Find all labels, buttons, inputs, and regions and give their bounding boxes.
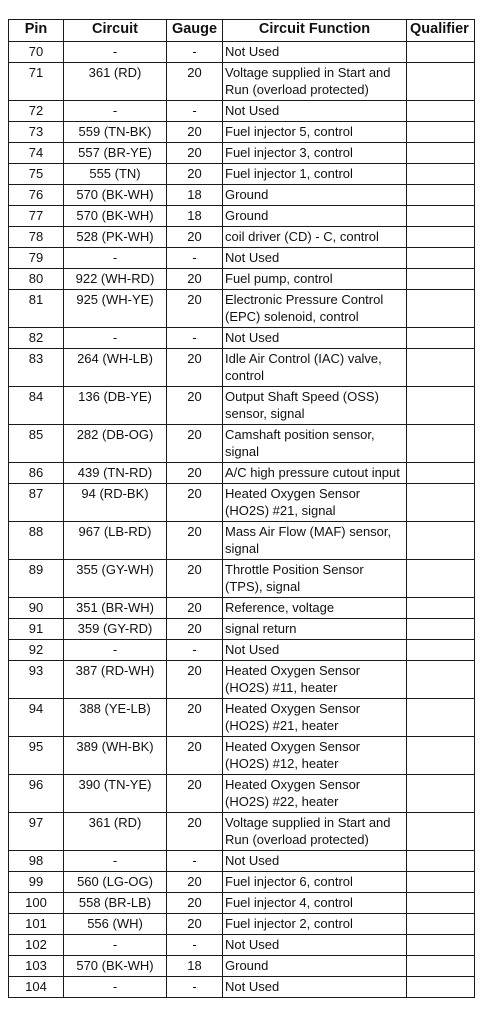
table-row	[9, 893, 475, 914]
pin-cell: 92	[9, 640, 64, 661]
gauge-cell: 20	[167, 227, 223, 248]
qualifier-cell	[407, 851, 475, 872]
gauge-cell: 20	[167, 661, 223, 699]
qualifier-cell	[407, 813, 475, 851]
table-row	[9, 269, 475, 290]
gauge-cell: 20	[167, 463, 223, 484]
function-cell: Heated Oxygen Sensor (HO2S) #21, signal	[223, 484, 407, 522]
table-row	[9, 977, 475, 998]
gauge-cell: 20	[167, 598, 223, 619]
pin-cell: 96	[9, 775, 64, 813]
table-row	[9, 248, 475, 269]
gauge-cell: 20	[167, 143, 223, 164]
qualifier-cell	[407, 619, 475, 640]
qualifier-cell	[407, 484, 475, 522]
function-cell: Not Used	[223, 328, 407, 349]
table-row	[9, 164, 475, 185]
circuit-cell: -	[64, 328, 167, 349]
table-row	[9, 63, 475, 101]
gauge-cell: -	[167, 851, 223, 872]
pin-cell: 85	[9, 425, 64, 463]
function-cell: Fuel injector 4, control	[223, 893, 407, 914]
circuit-cell: 555 (TN)	[64, 164, 167, 185]
function-cell: coil driver (CD) - C, control	[223, 227, 407, 248]
table-row	[9, 101, 475, 122]
function-cell: Not Used	[223, 640, 407, 661]
table-row	[9, 484, 475, 522]
pin-cell: 100	[9, 893, 64, 914]
gauge-cell: 20	[167, 63, 223, 101]
table-body	[9, 42, 475, 998]
pin-cell: 76	[9, 185, 64, 206]
function-cell: Mass Air Flow (MAF) sensor, signal	[223, 522, 407, 560]
table-row	[9, 185, 475, 206]
pin-cell: 87	[9, 484, 64, 522]
circuit-cell: 922 (WH-RD)	[64, 269, 167, 290]
function-cell: Not Used	[223, 935, 407, 956]
qualifier-cell	[407, 560, 475, 598]
gauge-cell: 20	[167, 290, 223, 328]
header-pin: Pin	[9, 20, 64, 42]
gauge-cell: 20	[167, 522, 223, 560]
circuit-cell: 389 (WH-BK)	[64, 737, 167, 775]
table-row	[9, 522, 475, 560]
gauge-cell: -	[167, 640, 223, 661]
circuit-cell: 390 (TN-YE)	[64, 775, 167, 813]
qualifier-cell	[407, 227, 475, 248]
circuit-cell: 351 (BR-WH)	[64, 598, 167, 619]
table-row	[9, 143, 475, 164]
function-cell: Heated Oxygen Sensor (HO2S) #11, heater	[223, 661, 407, 699]
function-cell: signal return	[223, 619, 407, 640]
qualifier-cell	[407, 101, 475, 122]
qualifier-cell	[407, 598, 475, 619]
circuit-cell: 439 (TN-RD)	[64, 463, 167, 484]
function-cell: Not Used	[223, 248, 407, 269]
qualifier-cell	[407, 269, 475, 290]
table-row	[9, 598, 475, 619]
gauge-cell: -	[167, 935, 223, 956]
gauge-cell: -	[167, 101, 223, 122]
pin-cell: 97	[9, 813, 64, 851]
qualifier-cell	[407, 63, 475, 101]
pin-cell: 98	[9, 851, 64, 872]
qualifier-cell	[407, 42, 475, 63]
qualifier-cell	[407, 522, 475, 560]
circuit-cell: 264 (WH-LB)	[64, 349, 167, 387]
circuit-cell: 136 (DB-YE)	[64, 387, 167, 425]
header-qualifier: Qualifier	[407, 20, 475, 42]
qualifier-cell	[407, 737, 475, 775]
qualifier-cell	[407, 349, 475, 387]
pin-cell: 77	[9, 206, 64, 227]
table-row	[9, 42, 475, 63]
qualifier-cell	[407, 425, 475, 463]
pin-cell: 99	[9, 872, 64, 893]
circuit-cell: 557 (BR-YE)	[64, 143, 167, 164]
pin-cell: 82	[9, 328, 64, 349]
circuit-cell: 559 (TN-BK)	[64, 122, 167, 143]
table-row	[9, 872, 475, 893]
pin-cell: 91	[9, 619, 64, 640]
pin-cell: 101	[9, 914, 64, 935]
gauge-cell: 20	[167, 737, 223, 775]
function-cell: Fuel injector 5, control	[223, 122, 407, 143]
function-cell: Heated Oxygen Sensor (HO2S) #12, heater	[223, 737, 407, 775]
pin-cell: 70	[9, 42, 64, 63]
function-cell: Camshaft position sensor, signal	[223, 425, 407, 463]
header-row	[9, 20, 475, 42]
gauge-cell: -	[167, 977, 223, 998]
gauge-cell: 20	[167, 484, 223, 522]
table-row	[9, 349, 475, 387]
circuit-cell: 388 (YE-LB)	[64, 699, 167, 737]
pin-cell: 71	[9, 63, 64, 101]
function-cell: Idle Air Control (IAC) valve, control	[223, 349, 407, 387]
gauge-cell: 20	[167, 813, 223, 851]
circuit-cell: 528 (PK-WH)	[64, 227, 167, 248]
gauge-cell: 20	[167, 872, 223, 893]
pin-cell: 75	[9, 164, 64, 185]
qualifier-cell	[407, 387, 475, 425]
pin-cell: 84	[9, 387, 64, 425]
qualifier-cell	[407, 935, 475, 956]
gauge-cell: 20	[167, 893, 223, 914]
pin-cell: 80	[9, 269, 64, 290]
pin-cell: 104	[9, 977, 64, 998]
table-row	[9, 122, 475, 143]
function-cell: Fuel injector 3, control	[223, 143, 407, 164]
qualifier-cell	[407, 640, 475, 661]
table-row	[9, 227, 475, 248]
function-cell: Fuel injector 6, control	[223, 872, 407, 893]
table-row	[9, 328, 475, 349]
pin-cell: 86	[9, 463, 64, 484]
pin-cell: 81	[9, 290, 64, 328]
function-cell: Fuel injector 1, control	[223, 164, 407, 185]
gauge-cell: 20	[167, 122, 223, 143]
qualifier-cell	[407, 699, 475, 737]
circuit-cell: -	[64, 935, 167, 956]
pin-cell: 88	[9, 522, 64, 560]
circuit-cell: -	[64, 42, 167, 63]
qualifier-cell	[407, 328, 475, 349]
table-row	[9, 737, 475, 775]
table-row	[9, 914, 475, 935]
circuit-cell: 560 (LG-OG)	[64, 872, 167, 893]
table-row	[9, 560, 475, 598]
pin-cell: 73	[9, 122, 64, 143]
gauge-cell: 20	[167, 164, 223, 185]
qualifier-cell	[407, 893, 475, 914]
table-row	[9, 935, 475, 956]
function-cell: Not Used	[223, 42, 407, 63]
pinout-table	[8, 19, 475, 998]
qualifier-cell	[407, 143, 475, 164]
gauge-cell: 20	[167, 914, 223, 935]
function-cell: Ground	[223, 956, 407, 977]
gauge-cell: 18	[167, 185, 223, 206]
qualifier-cell	[407, 775, 475, 813]
circuit-cell: 558 (BR-LB)	[64, 893, 167, 914]
gauge-cell: 18	[167, 206, 223, 227]
circuit-cell: -	[64, 101, 167, 122]
gauge-cell: -	[167, 248, 223, 269]
table-row	[9, 206, 475, 227]
qualifier-cell	[407, 956, 475, 977]
qualifier-cell	[407, 248, 475, 269]
table-row	[9, 813, 475, 851]
header-circuit-function: Circuit Function	[223, 20, 407, 42]
gauge-cell: 20	[167, 775, 223, 813]
gauge-cell: -	[167, 42, 223, 63]
function-cell: Ground	[223, 185, 407, 206]
header-circuit: Circuit	[64, 20, 167, 42]
circuit-cell: 361 (RD)	[64, 813, 167, 851]
header-gauge: Gauge	[167, 20, 223, 42]
function-cell: Heated Oxygen Sensor (HO2S) #22, heater	[223, 775, 407, 813]
pin-cell: 103	[9, 956, 64, 977]
qualifier-cell	[407, 661, 475, 699]
circuit-cell: -	[64, 248, 167, 269]
gauge-cell: 20	[167, 269, 223, 290]
qualifier-cell	[407, 977, 475, 998]
function-cell: Not Used	[223, 977, 407, 998]
circuit-cell: 570 (BK-WH)	[64, 185, 167, 206]
function-cell: Ground	[223, 206, 407, 227]
gauge-cell: 20	[167, 425, 223, 463]
table-row	[9, 425, 475, 463]
pin-cell: 93	[9, 661, 64, 699]
function-cell: Electronic Pressure Control (EPC) solenoid, control	[223, 290, 407, 328]
table-row	[9, 290, 475, 328]
function-cell: A/C high pressure cutout input	[223, 463, 407, 484]
function-cell: Voltage supplied in Start and Run (overload protected)	[223, 63, 407, 101]
qualifier-cell	[407, 872, 475, 893]
qualifier-cell	[407, 122, 475, 143]
table-row	[9, 661, 475, 699]
qualifier-cell	[407, 914, 475, 935]
pin-cell: 83	[9, 349, 64, 387]
table-row	[9, 699, 475, 737]
pinout-table-container	[8, 19, 475, 998]
pin-cell: 102	[9, 935, 64, 956]
circuit-cell: 925 (WH-YE)	[64, 290, 167, 328]
qualifier-cell	[407, 463, 475, 484]
circuit-cell: 94 (RD-BK)	[64, 484, 167, 522]
function-cell: Output Shaft Speed (OSS) sensor, signal	[223, 387, 407, 425]
circuit-cell: 361 (RD)	[64, 63, 167, 101]
gauge-cell: 20	[167, 699, 223, 737]
qualifier-cell	[407, 185, 475, 206]
table-row	[9, 619, 475, 640]
gauge-cell: 20	[167, 387, 223, 425]
table-row	[9, 956, 475, 977]
gauge-cell: 20	[167, 349, 223, 387]
circuit-cell: -	[64, 851, 167, 872]
pin-cell: 74	[9, 143, 64, 164]
circuit-cell: 570 (BK-WH)	[64, 956, 167, 977]
function-cell: Not Used	[223, 101, 407, 122]
circuit-cell: 570 (BK-WH)	[64, 206, 167, 227]
circuit-cell: 282 (DB-OG)	[64, 425, 167, 463]
function-cell: Fuel injector 2, control	[223, 914, 407, 935]
pin-cell: 89	[9, 560, 64, 598]
circuit-cell: 359 (GY-RD)	[64, 619, 167, 640]
function-cell: Heated Oxygen Sensor (HO2S) #21, heater	[223, 699, 407, 737]
circuit-cell: -	[64, 977, 167, 998]
circuit-cell: -	[64, 640, 167, 661]
gauge-cell: 20	[167, 619, 223, 640]
function-cell: Not Used	[223, 851, 407, 872]
function-cell: Throttle Position Sensor (TPS), signal	[223, 560, 407, 598]
table-row	[9, 640, 475, 661]
pin-cell: 94	[9, 699, 64, 737]
circuit-cell: 967 (LB-RD)	[64, 522, 167, 560]
pin-cell: 79	[9, 248, 64, 269]
circuit-cell: 355 (GY-WH)	[64, 560, 167, 598]
pin-cell: 72	[9, 101, 64, 122]
circuit-cell: 387 (RD-WH)	[64, 661, 167, 699]
qualifier-cell	[407, 164, 475, 185]
table-row	[9, 851, 475, 872]
function-cell: Fuel pump, control	[223, 269, 407, 290]
qualifier-cell	[407, 206, 475, 227]
gauge-cell: 20	[167, 560, 223, 598]
function-cell: Reference, voltage	[223, 598, 407, 619]
function-cell: Voltage supplied in Start and Run (overload protected)	[223, 813, 407, 851]
pin-cell: 95	[9, 737, 64, 775]
qualifier-cell	[407, 290, 475, 328]
pin-cell: 78	[9, 227, 64, 248]
table-row	[9, 775, 475, 813]
gauge-cell: 18	[167, 956, 223, 977]
table-row	[9, 387, 475, 425]
circuit-cell: 556 (WH)	[64, 914, 167, 935]
table-row	[9, 463, 475, 484]
pin-cell: 90	[9, 598, 64, 619]
gauge-cell: -	[167, 328, 223, 349]
